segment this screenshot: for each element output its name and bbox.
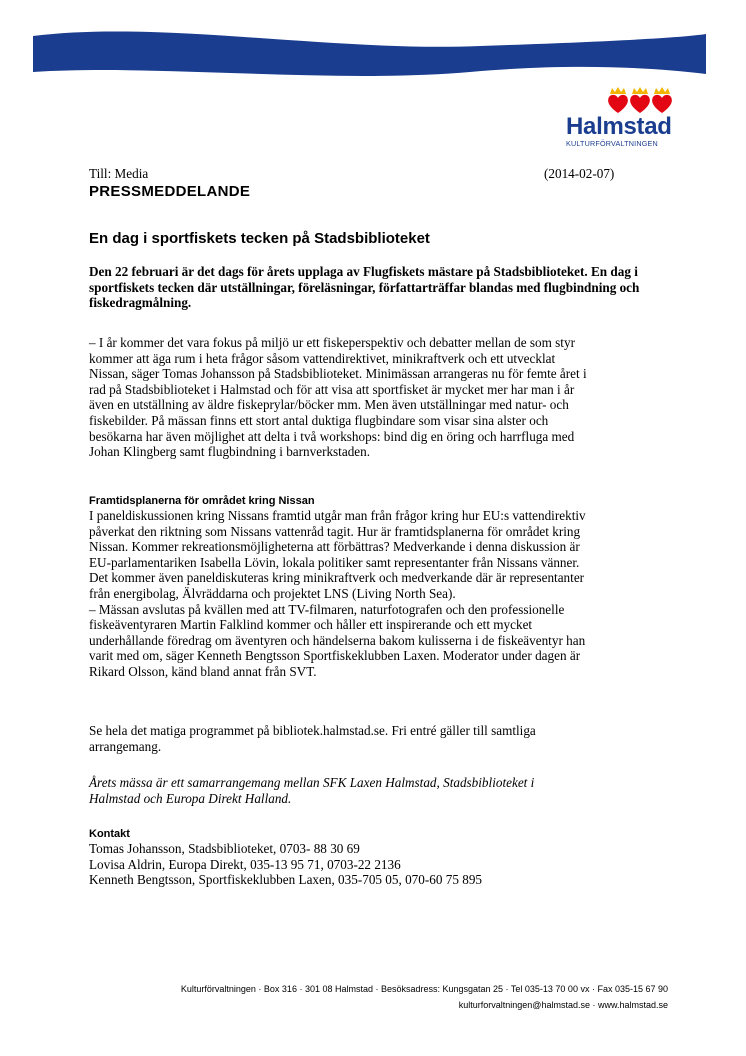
document-type: PRESSMEDDELANDE [89, 183, 251, 200]
body-line: arrangemang. [89, 738, 162, 754]
body-line: Halmstad och Europa Direkt Halland. [89, 790, 292, 806]
body-line: besökarna har även möjlighet att delta i två workshops: bind dig en öring och harrfluga med [89, 428, 575, 444]
body-paragraph-1 [89, 335, 669, 460]
body-line: Se hela det matiga programmet på bibliotek.halmstad.se. Fri entré gäller till samtliga [89, 723, 536, 738]
body-line: Årets mässa är ett samarrangemang mellan SFK Laxen Halmstad, Stadsbiblioteket i [89, 775, 535, 790]
contact-line: Tomas Johansson, Stadsbiblioteket, 0703- 88 30 69 [89, 841, 360, 856]
headline: En dag i sportfiskets tecken på Stadsbiblioteket [89, 230, 430, 247]
section-nissan [89, 494, 669, 680]
ingress: Den 22 februari är det dags för årets upplaga av Flugfiskets mästare på Stadsbiblioteket. En dag i sportfiskets tecken där utställningar, föreläsningar, författarträffar blandas med flugbindning och fiskedragmålning. [89, 264, 640, 311]
contact-section [89, 827, 669, 888]
header-wave-band [0, 0, 746, 90]
program-paragraph [89, 723, 669, 754]
contact-title: Kontakt [89, 828, 130, 840]
contact-line: Kenneth Bengtsson, Sportfiskeklubben Laxen, 035-705 05, 070-60 75 895 [89, 872, 483, 888]
body-line: – I år kommer det vara fokus på miljö ur ett fiskeperspektiv och debatter mellan de som styr [89, 335, 575, 350]
body-line: rad på Stadsbiblioteket i Halmstad och för att visa att sportfisket är mycket mer har man i år [89, 381, 575, 397]
body-line: underhållande föredrag om äventyren och händelserna bakom kulisserna i de fiskeäventyr han [89, 632, 586, 648]
body-line: Nissan, säger Tomas Johansson på Stadsbiblioteket. Minimässan arrangeras nu för femte året i [89, 366, 587, 382]
body-line: Nissan. Kommer rekreationsmöjligheterna att förbättras? Medverkande i denna diskussion är [89, 539, 580, 555]
body-line: varit med om, säger Kenneth Bengtsson Sportfiskeklubben Laxen. Moderator under dagen är [89, 648, 581, 664]
logo-subtitle: KULTURFÖRVALTNINGEN [566, 139, 658, 148]
footer-contact: kulturforvaltningen@halmstad.se · www.halmstad.se [458, 1000, 668, 1010]
body-line: även en utställning av äldre fiskeprylar/böcker mm. Men även utställningar med natur- och [89, 397, 569, 413]
logo-name: Halmstad [566, 113, 672, 140]
body-line: från energibolag, Älvräddarna och projektet LNS (Living North Sea). [89, 585, 456, 601]
section-title: Framtidsplanerna för området kring Nissan [89, 495, 315, 507]
body-line: fiskebilder. På mässan finns ett stort antal duktiga flugbindare som visar sina alster och [89, 412, 549, 428]
collaboration-paragraph [89, 775, 669, 806]
halmstad-logo [562, 86, 682, 150]
crowned-hearts-icon [606, 86, 676, 114]
body-line: I paneldiskussionen kring Nissans framtid utgår man från frågor kring hur EU:s vattendirektiv [89, 508, 586, 523]
body-line: Rikard Olsson, känd bland annat från SVT. [89, 663, 317, 679]
recipient: Till: Media [89, 166, 149, 181]
body-line: EU-parlamentariken Isabella Lövin, lokala politiker samt representanter från Nissans vänner. [89, 554, 580, 570]
body-line: kommer att äga rum i heta frågor såsom vattendirektivet, minikraftverk och ett utvecklat [89, 350, 556, 366]
contact-line: Lovisa Aldrin, Europa Direkt, 035-13 95 71, 0703-22 2136 [89, 856, 401, 872]
release-date: (2014-02-07) [544, 166, 615, 181]
body-line: Det kommer även paneldiskuteras kring minikraftverk och medverkande där är representanter [89, 570, 585, 586]
footer-address: Kulturförvaltningen · Box 316 · 301 08 Halmstad · Besöksadress: Kungsgatan 25 · Tel 035-13 70 00 vx · Fax 035-15 67 90 [180, 984, 668, 994]
body-line: – Mässan avslutas på kvällen med att TV-filmaren, naturfotografen och den professionelle [89, 601, 565, 617]
body-line: påverkat den riktning som Nissans vattenråd tagit. Hur är framtidsplanerna för området kring [89, 523, 581, 539]
body-line: fiskeäventyraren Martin Falklind kommer och håller ett inspirerande och ett mycket [89, 617, 533, 633]
body-line: Johan Klingberg samt flugbindning i barnverkstaden. [89, 444, 371, 460]
